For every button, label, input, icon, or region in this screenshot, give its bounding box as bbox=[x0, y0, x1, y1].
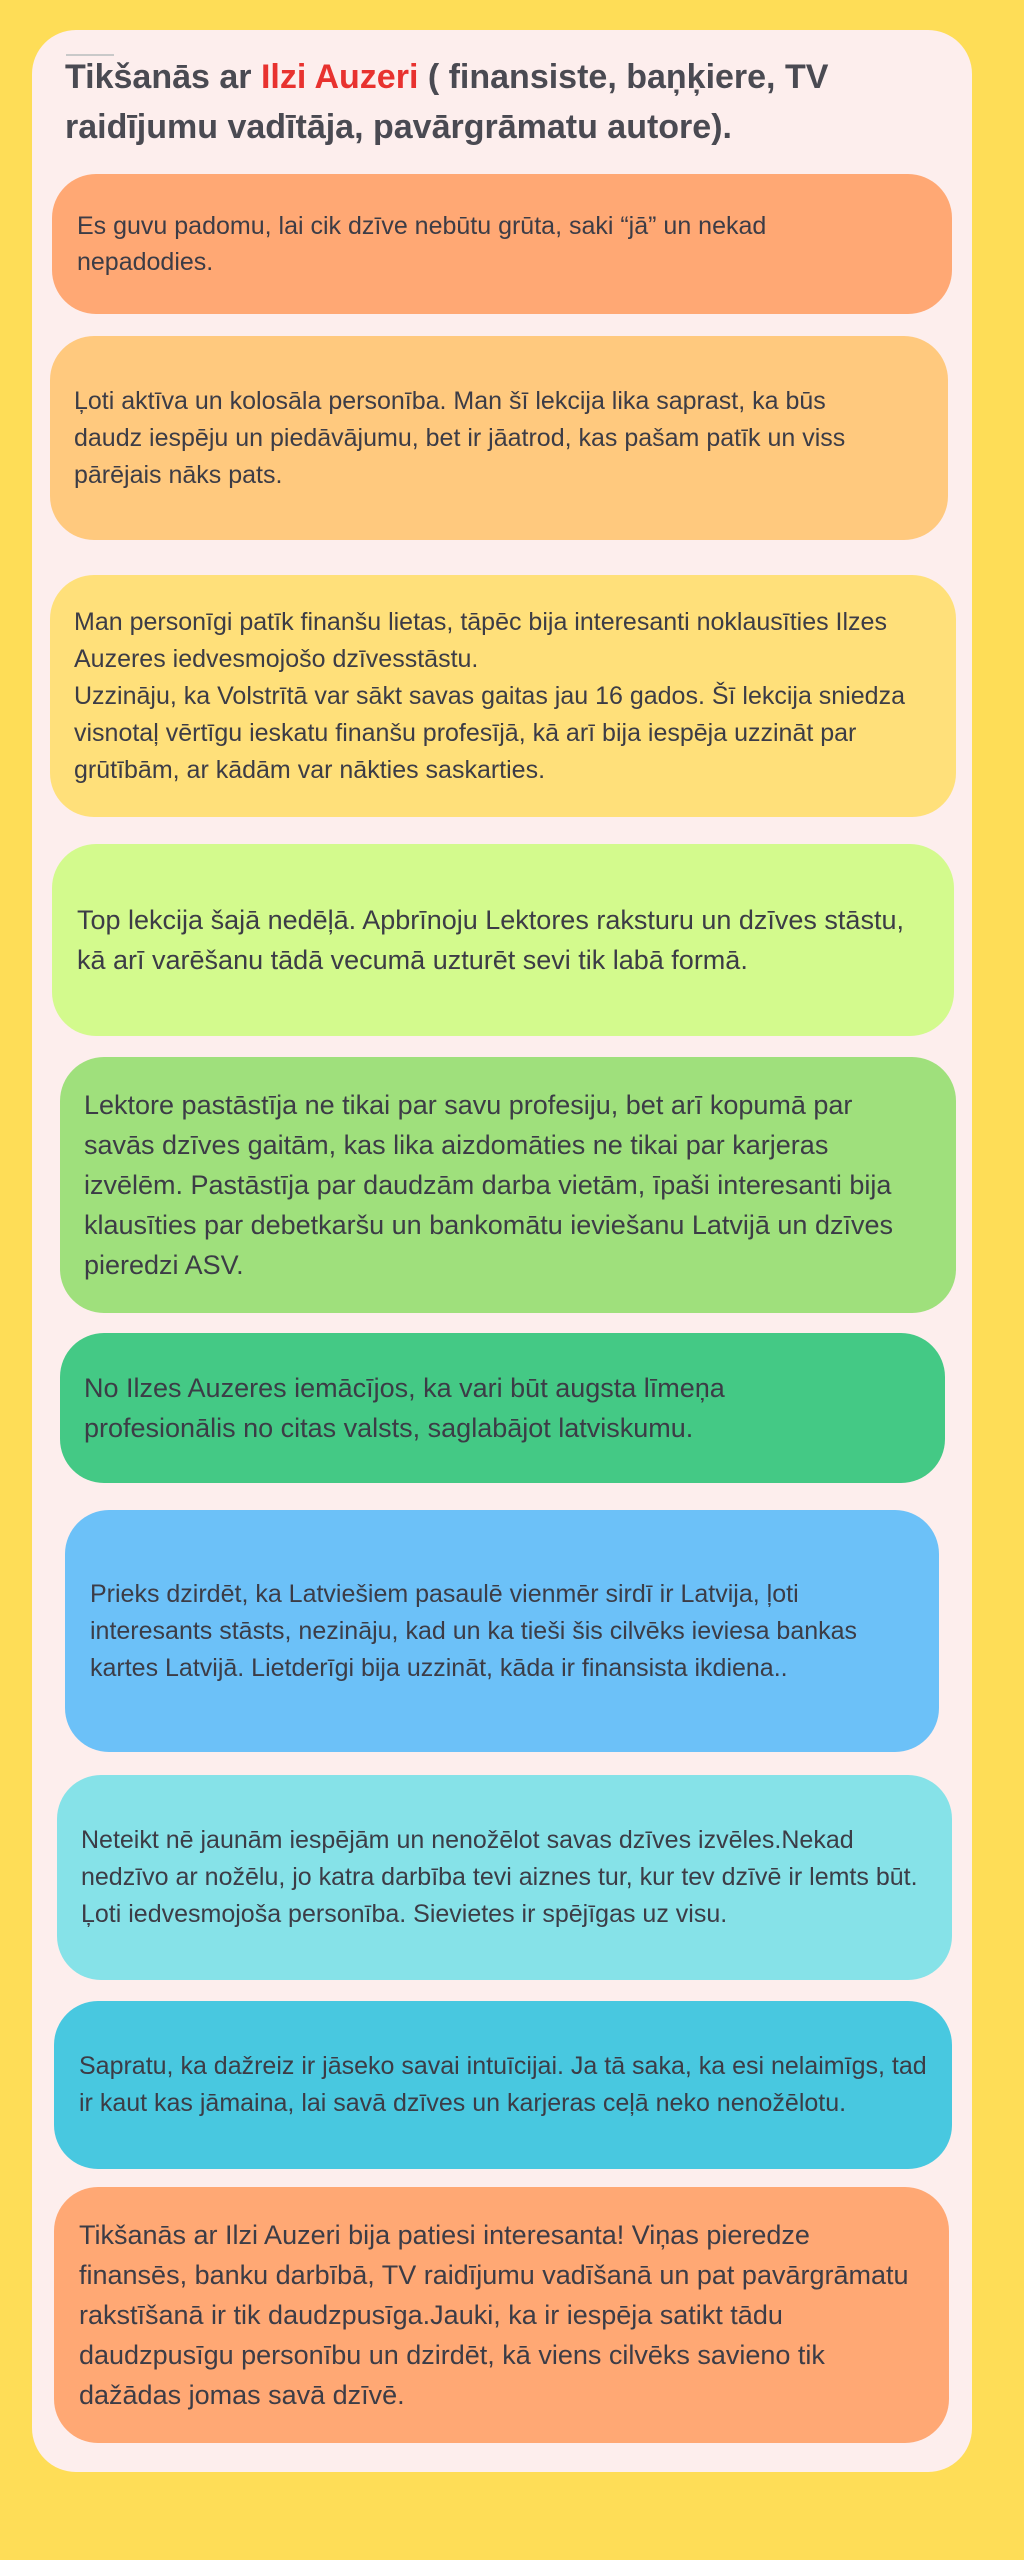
feedback-card bbox=[54, 2001, 952, 2169]
feedback-card bbox=[65, 1510, 939, 1752]
feedback-text: Top lekcija šajā nedēļā. Apbrīnoju Lektores raksturu un dzīves stāstu, kā arī varēšanu tādā vecumā uzturēt sevi tik labā formā. bbox=[77, 905, 904, 975]
title-prefix: Tikšanās ar bbox=[65, 58, 261, 96]
title-name: Ilzi Auzeri bbox=[260, 58, 419, 96]
feedback-card bbox=[52, 844, 954, 1036]
feedback-card bbox=[50, 575, 956, 817]
feedback-text: Prieks dzirdēt, ka Latviešiem pasaulē vienmēr sirdī ir Latvija, ļoti interesants stāsts, nezināju, kad un ka tieši šis cilvēks ieviesa bankas kartes Latvijā. Lietderīgi bija uzzināt, kāda ir finansista ikdiena.. bbox=[90, 1579, 858, 1682]
page-title bbox=[65, 52, 945, 152]
feedback-text: Tikšanās ar Ilzi Auzeri bija patiesi interesanta! Viņas pieredze finansēs, banku darbībā, TV raidījumu vadīšanā un pat pavārgrāmatu rakstīšanā ir tik daudzpusīga.Jauki, ka ir iespēja satikt tādu daudzpusīgu personību un dzirdēt, kā viens cilvēks savieno tik dažādas jomas savā dzīvē. bbox=[79, 2220, 909, 2410]
feedback-card bbox=[50, 336, 948, 540]
feedback-text: Neteikt nē jaunām iespējām un nenožēlot savas dzīves izvēles.Nekad nedzīvo ar nožēlu, jo katra darbība tevi aiznes tur, kur tev dzīvē ir lemts būt. Ļoti iedvesmojoša personība. Sievietes ir spējīgas uz visu. bbox=[81, 1826, 918, 1928]
feedback-card bbox=[57, 1775, 952, 1980]
feedback-card bbox=[60, 1057, 956, 1313]
feedback-card bbox=[54, 2187, 949, 2443]
feedback-card bbox=[60, 1333, 945, 1483]
feedback-text: Sapratu, ka dažreiz ir jāseko savai intuīcijai. Ja tā saka, ka esi nelaimīgs, tad ir kaut kas jāmaina, lai savā dzīves un karjeras ceļā neko nenožēlotu. bbox=[79, 2052, 927, 2117]
feedback-text: Man personīgi patīk finanšu lietas, tāpēc bija interesanti noklausīties Ilzes Auzeres iedvesmojošo dzīvesstāstu. Uzzināju, ka Volstrītā var sākt savas gaitas jau 16 gados. Šī lekcija sniedza visnotaļ vērtīgu ieskatu finanšu profesījā, kā arī bija iespēja uzzināt par grūtībām, ar kādām var nākties saskarties. bbox=[74, 607, 905, 784]
feedback-text: Es guvu padomu, lai cik dzīve nebūtu grūta, saki “jā” un nekad nepadodies. bbox=[77, 212, 767, 276]
feedback-text: Ļoti aktīva un kolosāla personība. Man šī lekcija lika saprast, ka būs daudz iespēju un piedāvājumu, bet ir jāatrod, kas pašam patīk un viss pārējais nāks pats. bbox=[74, 386, 846, 489]
feedback-text: No Ilzes Auzeres iemācījos, ka vari būt augsta līmeņa profesionālis no citas valsts, saglabājot latviskumu. bbox=[84, 1373, 725, 1443]
feedback-card bbox=[52, 174, 952, 314]
title-suffix: ( finansiste, baņķiere, TV raidījumu vadītāja, pavārgrāmatu autore). bbox=[65, 58, 829, 146]
feedback-text: Lektore pastāstīja ne tikai par savu profesiju, bet arī kopumā par savās dzīves gaitām, kas lika aizdomāties ne tikai par karjeras izvēlēm. Pastāstīja par daudzām darba vietām, īpaši interesanti bija klausīties par debetkaršu un bankomātu ieviešanu Latvijā un dzīves pieredzi ASV. bbox=[84, 1090, 893, 1280]
